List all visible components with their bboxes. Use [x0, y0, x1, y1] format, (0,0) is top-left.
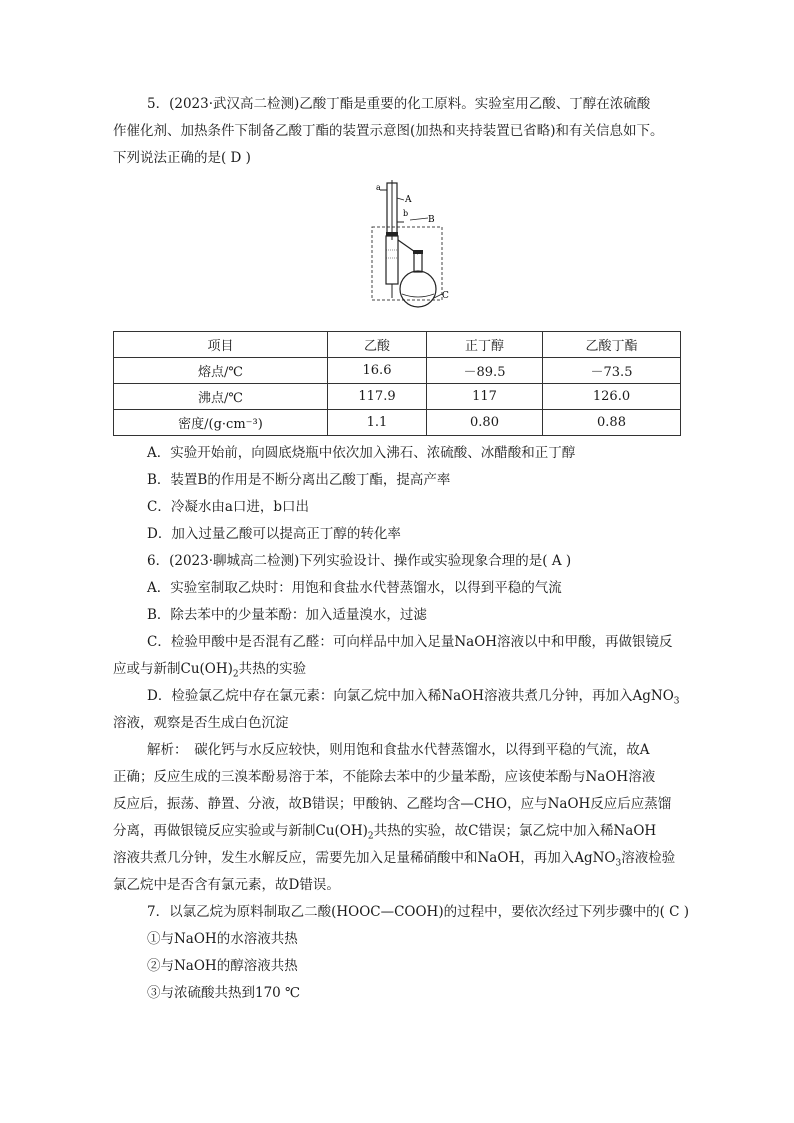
subscript: 3 — [673, 696, 680, 707]
table-header-cell: 乙酸丁酯 — [543, 332, 681, 358]
text-run: 溶液检验 — [621, 850, 676, 866]
flask-stopper — [413, 250, 423, 254]
subscript: 2 — [367, 831, 374, 842]
apparatus-figure — [362, 180, 452, 318]
label-A: A — [405, 195, 412, 205]
q5-stem-line1: 5．(2023·武汉高二检测)乙酸丁酯是重要的化工原料。实验室用乙酸、丁醇在浓硫酸 — [147, 96, 651, 112]
table-row — [114, 358, 681, 384]
q6-analysis-line1: 解析： 碳化钙与水反应较快，则用饱和食盐水代替蒸馏水，以得到平稳的气流，故A — [147, 742, 650, 758]
q6-analysis-line4 — [113, 821, 656, 847]
water-separator-b — [386, 236, 398, 284]
table-cell: 117 — [427, 384, 543, 410]
table-header-row — [114, 332, 681, 358]
table-header-cell: 项目 — [114, 332, 328, 358]
q6-option-c-line1: C．检验甲酸中是否混有乙醛：可向样品中加入足量NaOH溶液以中和甲酸，再做银镜反 — [147, 634, 673, 650]
table-cell: 117.9 — [328, 384, 427, 410]
q6-option-b: B．除去苯中的少量苯酚：加入适量溴水，过滤 — [147, 607, 427, 623]
label-C: C — [442, 291, 449, 301]
subscript: 2 — [232, 669, 239, 680]
table-cell: 密度/(g·cm⁻³) — [114, 410, 328, 436]
q6-option-d-line2: 溶液，观察是否生成白色沉淀 — [113, 715, 289, 731]
q6-analysis-line2: 正确；反应生成的三溴苯酚易溶于苯，不能除去苯中的少量苯酚，应该使苯酚与NaOH溶液 — [113, 769, 656, 785]
table-row — [114, 384, 681, 410]
q6-analysis-line5 — [113, 848, 675, 874]
round-bottom-flask-c — [400, 271, 436, 307]
dashed-box — [372, 227, 442, 300]
label-B: B — [428, 215, 435, 225]
text-run: 分离，再做银镜反应实验或与新制Cu(OH) — [113, 823, 368, 839]
label-a: a — [376, 183, 381, 192]
table-cell: 0.80 — [427, 410, 543, 436]
label-b: b — [403, 209, 409, 218]
q6-analysis-line3: 反应后，振荡、静置、分液，故B错误；甲酸钠、乙醛均含—CHO，应与NaOH反应后应蒸馏 — [113, 796, 672, 812]
subscript: 3 — [615, 858, 622, 869]
table-cell: 16.6 — [328, 358, 427, 384]
q7-step-3: ③与浓硫酸共热到170 ℃ — [147, 985, 301, 1001]
table-header-cell: 正丁醇 — [427, 332, 543, 358]
table-cell: 沸点/℃ — [114, 384, 328, 410]
text-run: 共热的实验 — [238, 661, 307, 677]
text-run: 应或与新制Cu(OH) — [113, 661, 233, 677]
table-cell: －89.5 — [427, 358, 543, 384]
q5-option-a: A．实验开始前，向圆底烧瓶中依次加入沸石、浓硫酸、冰醋酸和正丁醇 — [147, 445, 576, 461]
stopper — [386, 232, 398, 236]
table-cell: －73.5 — [543, 358, 681, 384]
flask-liquid — [402, 294, 434, 297]
pointer-B — [410, 218, 428, 220]
q6-option-c-line2 — [113, 659, 306, 685]
q5-option-b: B．装置B的作用是不断分离出乙酸丁酯，提高产率 — [147, 472, 451, 488]
q6-option-a: A．实验室制取乙炔时：用饱和食盐水代替蒸馏水，以得到平稳的气流 — [147, 580, 562, 596]
text-run: 共热的实验，故C错误；氯乙烷中加入稀NaOH — [373, 823, 657, 839]
table-cell: 126.0 — [543, 384, 681, 410]
q6-analysis-line6: 氯乙烷中是否含有氯元素，故D错误。 — [113, 877, 340, 893]
table-header-cell: 乙酸 — [328, 332, 427, 358]
table-cell: 熔点/℃ — [114, 358, 328, 384]
text-run: D．检验氯乙烷中存在氯元素：向氯乙烷中加入稀NaOH溶液共煮几分钟，再加入AgNO — [147, 688, 674, 704]
table-cell: 0.88 — [543, 410, 681, 436]
table-row — [114, 410, 681, 436]
q5-option-d: D．加入过量乙酸可以提高正丁醇的转化率 — [147, 526, 401, 542]
q7-step-1: ①与NaOH的水溶液共热 — [147, 931, 298, 947]
text-run: 溶液共煮几分钟，发生水解反应，需要先加入足量稀硝酸中和NaOH，再加入AgNO — [113, 850, 616, 866]
q6-option-d-line1 — [147, 686, 680, 712]
q5-stem-line3: 下列说法正确的是( D ) — [113, 150, 251, 166]
q7-step-2: ②与NaOH的醇溶液共热 — [147, 958, 298, 974]
q7-stem: 7．以氯乙烷为原料制取乙二酸(HOOC—COOH)的过程中，要依次经过下列步骤中的( C ) — [147, 904, 690, 920]
table-cell: 1.1 — [328, 410, 427, 436]
properties-table — [113, 331, 681, 436]
pointer-a — [397, 198, 404, 200]
q6-stem: 6．(2023·聊城高二检测)下列实验设计、操作或实验现象合理的是( A ) — [147, 553, 572, 569]
flask-neck — [414, 252, 422, 272]
q5-stem-line2: 作催化剂、加热条件下制备乙酸丁酯的装置示意图(加热和夹持装置已省略)和有关信息如下。 — [113, 123, 664, 139]
q5-option-c: C．冷凝水由a口进，b口出 — [147, 499, 310, 515]
